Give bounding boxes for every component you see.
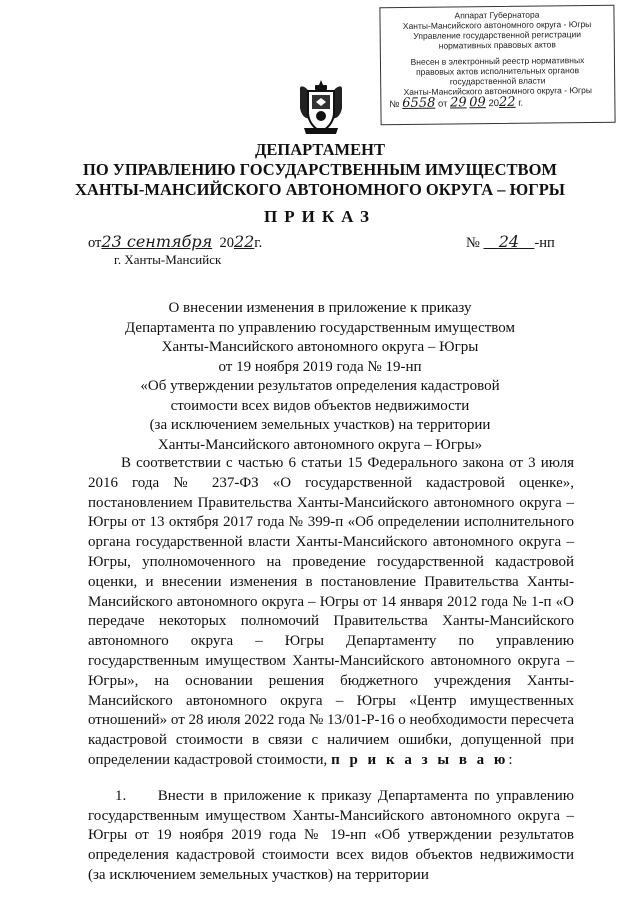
subject-line: от 19 ноября 2019 года № 19-нп <box>218 358 422 375</box>
document-type-title: ПРИКАЗ <box>264 207 376 226</box>
stamp-reg-prefix: № <box>389 99 400 111</box>
stamp-line: Ханты-Мансийского автономного округа - Югры <box>403 85 593 97</box>
stamp-line: нормативных правовых актов <box>438 39 556 51</box>
year-handwritten: 22 <box>233 232 255 251</box>
department-name-line-2: ПО УПРАВЛЕНИЮ ГОСУДАРСТВЕННЫМ ИМУЩЕСТВОМ <box>83 160 557 179</box>
number-value: 24 <box>498 232 520 251</box>
stamp-line: Внесен в электронный реестр нормативных <box>410 55 585 67</box>
stamp-line: Управление государственной регистрации <box>413 29 582 41</box>
order-number <box>466 232 555 252</box>
order-verb: п р и к а з ы в а ю <box>331 751 509 768</box>
department-name <box>0 140 640 200</box>
subject-line: Ханты-Мансийского автономного округа – Югры <box>161 339 479 355</box>
subject-line: (за исключением земельных участков) на территории <box>149 417 491 433</box>
year-suffix: г. <box>254 235 263 251</box>
order-colon: : <box>508 751 513 768</box>
subject-line: «Об утверждении результатов определения кадастровой <box>140 378 500 394</box>
order-city: г. Ханты-Мансийск <box>114 252 222 267</box>
stamp-reg-number: 6558 <box>402 95 436 111</box>
department-name-line-3: ХАНТЫ-МАНСИЙСКОГО АВТОНОМНОГО ОКРУГА – ЮГРЫ <box>75 180 565 199</box>
preamble-paragraph <box>88 454 574 771</box>
item-1-text: Внести в приложение к приказу Департамента по управлению государственным имуществом Ханты-Мансийского автономного округа – Югры от 19 ноября 2019 года № 19-нп «Об утверждении результатов определения кадастровой стоимости всех видов объектов недвижимости (за исключением земельных участков) на территории <box>88 787 575 883</box>
stamp-reg-year-suffix: 22 <box>498 94 516 110</box>
number-suffix: -нп <box>534 235 555 251</box>
stamp-registration-line <box>385 94 610 111</box>
subject-line: стоимости всех видов объектов недвижимости <box>170 397 470 414</box>
item-1-number: 1. <box>115 787 127 804</box>
subject-line: Ханты-Мансийского автономного округа – Югры» <box>157 436 483 453</box>
stamp-line: государственной власти <box>449 75 546 87</box>
registration-stamp <box>379 5 615 125</box>
date-handwritten: 23 сентября <box>101 232 213 251</box>
stamp-reg-month: 09 <box>469 95 486 111</box>
subject-line: Департамента по управлению государственным имуществом <box>125 319 515 336</box>
subject-line: О внесении изменения в приложение к приказу <box>168 300 472 316</box>
stamp-reg-day: 29 <box>449 95 467 111</box>
coat-of-arms-icon <box>296 78 346 136</box>
preamble-text: В соответствии с частью 6 статьи 15 Федерального закона от 3 июля 2016 года № 237-ФЗ «О государственной кадастровой оценке», постановлением Правительства Ханты-Мансийского автономного округа – Югры от 13 октября 2017 года № 399-п «Об определении исполнительного органа государственной власти Ханты-Мансийского автономного округа – Югры, уполномоченного на проведение государственной кадастровой оценки, и внесении изменения в постановление Правительства Ханты-Мансийского автономного округа – Югры от 14 января 2012 года № 1-п «О передаче некоторых полномочий Правительства Ханты-Мансийского автономного округа – Югры Департаменту по управлению государственным имуществом Ханты-Мансийского автономного округа – Югры», на основании решения бюджетного учреждения Ханты-Мансийского автономного округа – Югры «Центр имущественных отношений» от 28 июля 2022 года № 13/01-Р-16 о необходимости пересчета кадастровой стоимости в связи с наличием ошибки, допущенной при определении кадастровой стоимости, <box>88 455 574 768</box>
stamp-line: Аппарат Губернатора <box>454 9 540 21</box>
date-prefix: от <box>88 235 102 251</box>
order-subject <box>60 299 580 455</box>
stamp-reg-year-prefix: 20 <box>488 97 500 110</box>
stamp-reg-from: от <box>437 98 448 110</box>
item-1-paragraph <box>88 787 574 886</box>
number-prefix: № <box>466 235 480 251</box>
stamp-line: Ханты-Мансийского автономного округа - Югры <box>402 19 592 31</box>
number-handwritten <box>483 232 534 251</box>
year-prefix: 20 <box>219 235 234 251</box>
stamp-reg-suffix: г. <box>518 97 524 109</box>
order-body <box>88 454 574 886</box>
department-name-line-1: ДЕПАРТАМЕНТ <box>255 140 385 159</box>
stamp-line: правовых актов исполнительных органов <box>415 65 580 77</box>
order-date <box>88 232 262 252</box>
